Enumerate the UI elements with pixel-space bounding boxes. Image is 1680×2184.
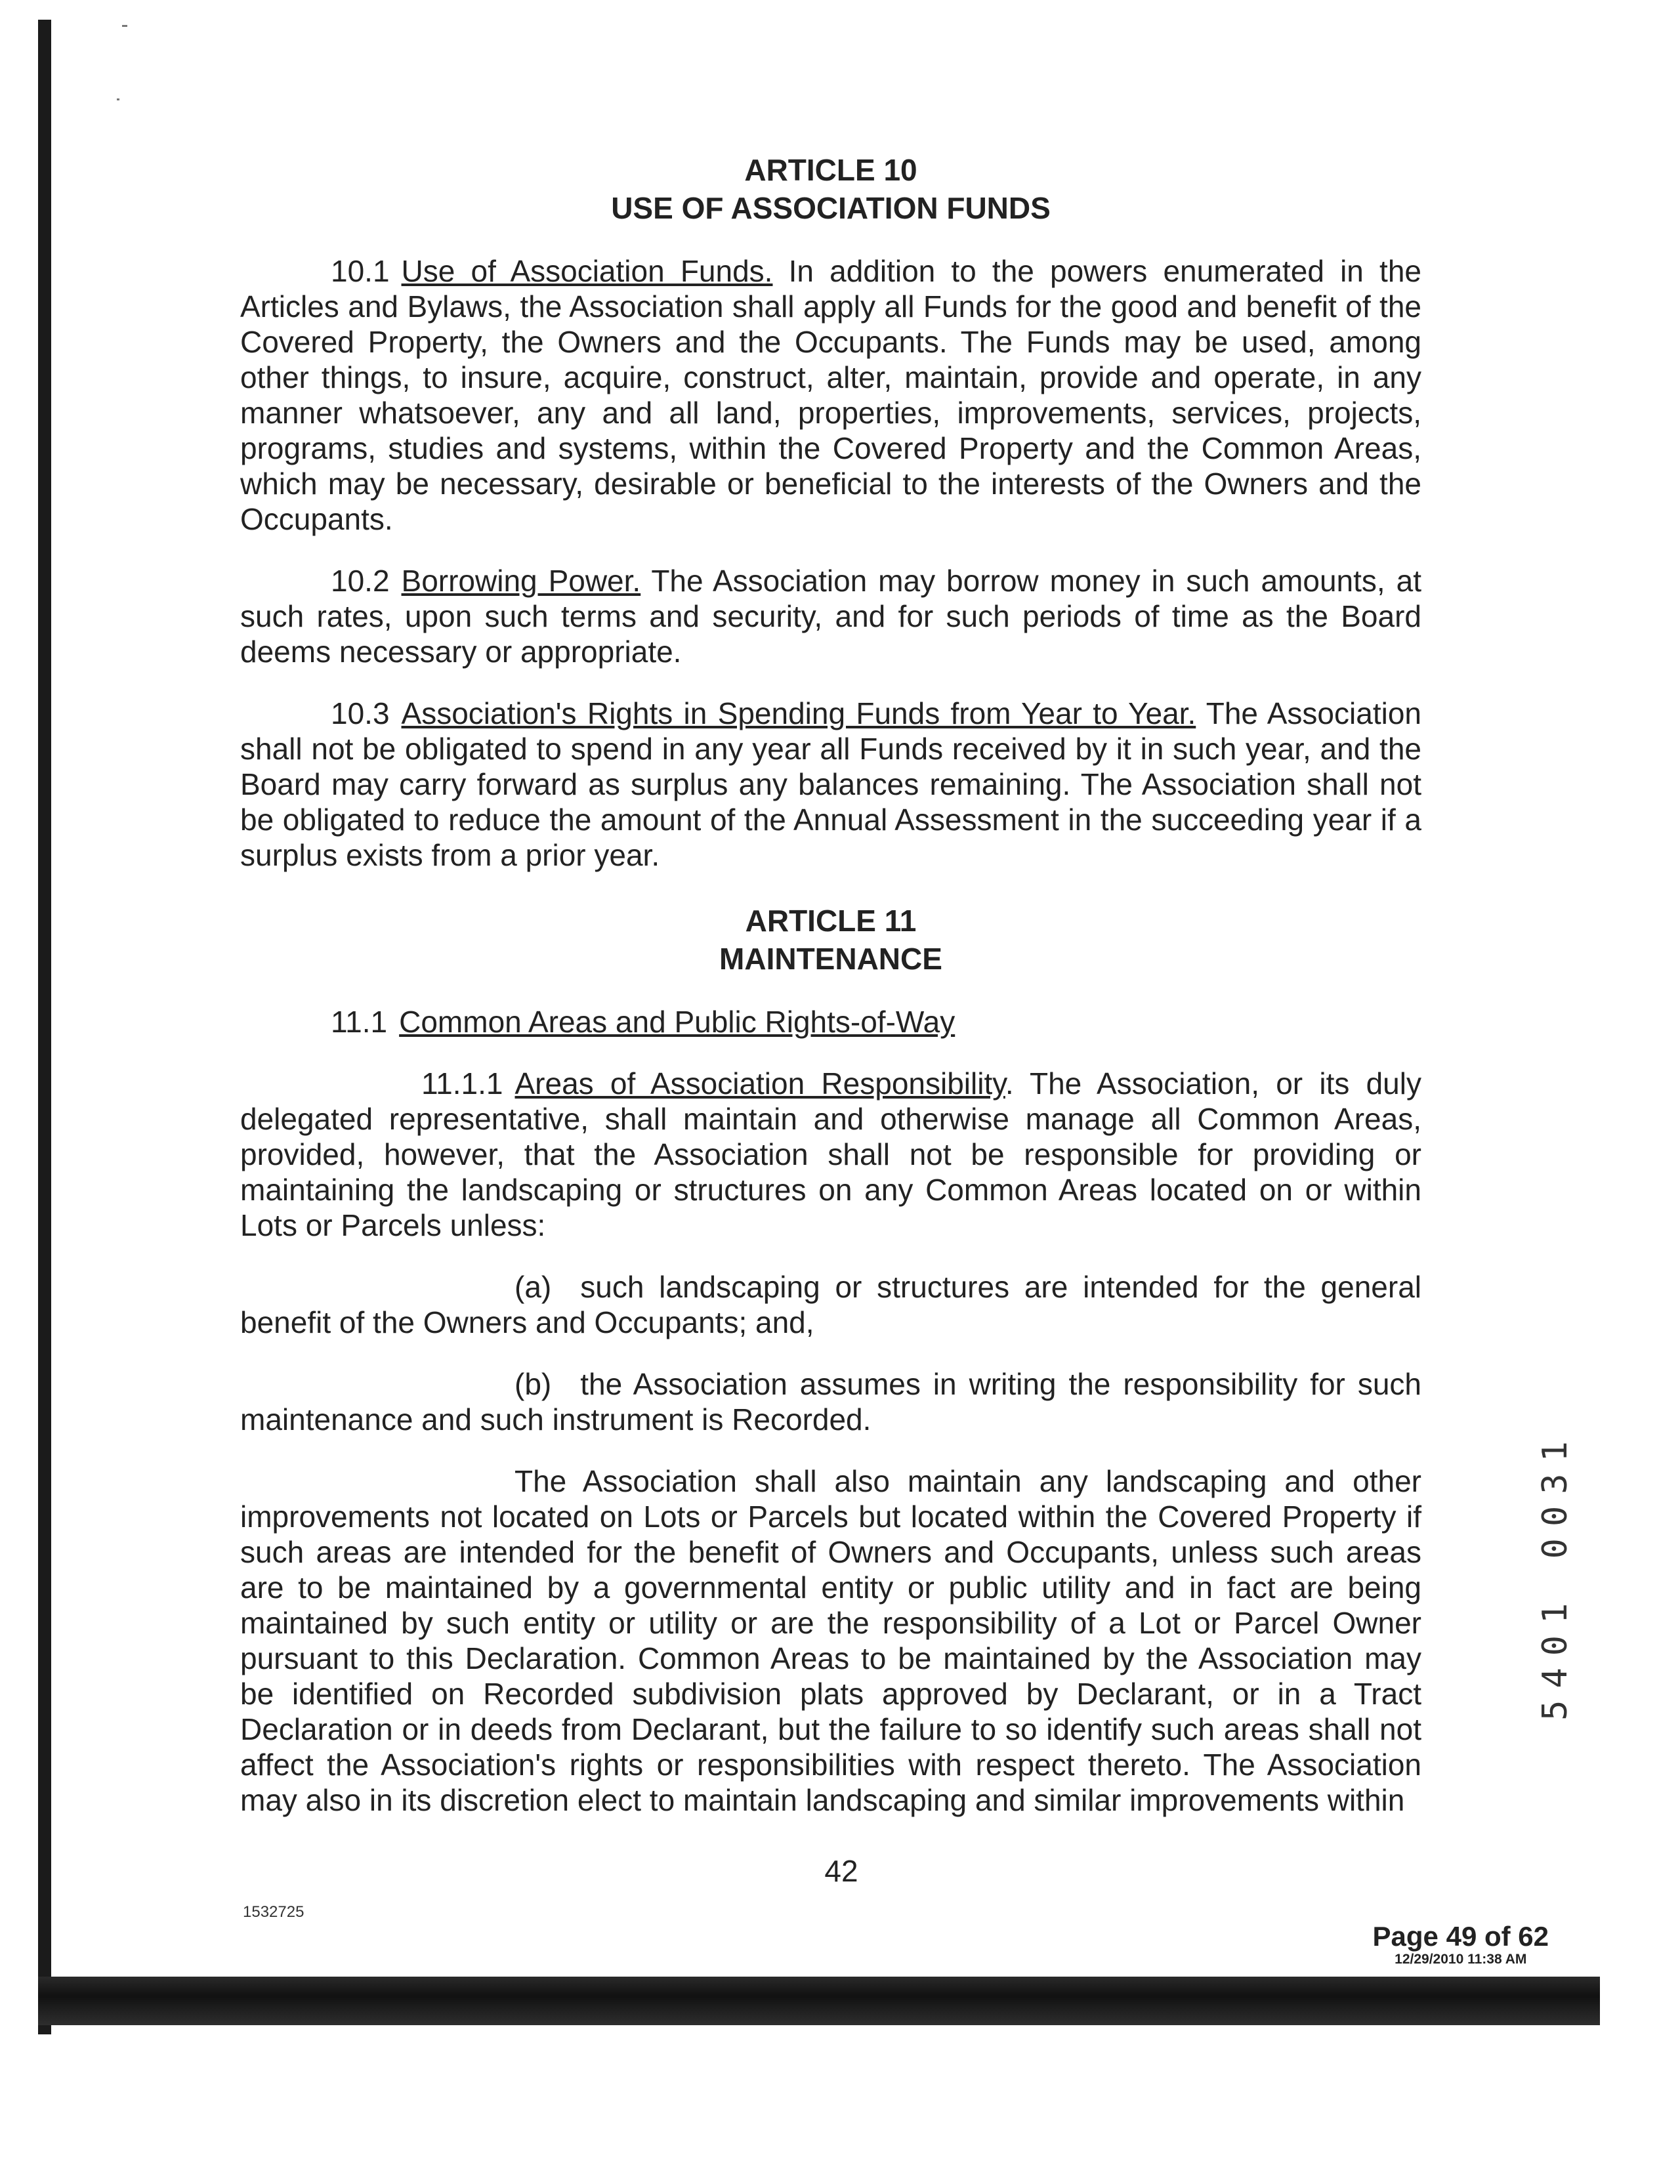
section-10-3 xyxy=(240,696,1421,873)
section-11-1 xyxy=(331,1004,1421,1040)
article-subtitle: MAINTENANCE xyxy=(719,942,942,976)
section-10-1 xyxy=(240,253,1421,537)
subsection-11-1-1 xyxy=(240,1066,1421,1243)
item-text: the Association assumes in writing the responsibility for such maintenance and such instrument is Recorded. xyxy=(240,1367,1421,1437)
recorder-timestamp: 12/29/2010 11:38 AM xyxy=(1395,1952,1527,1967)
list-item-a xyxy=(240,1269,1421,1340)
article-11-heading xyxy=(240,902,1421,978)
recorder-page-count: Page 49 of 62 xyxy=(1372,1921,1549,1952)
scan-edge-bottom xyxy=(38,1977,1600,2025)
section-text: In addition to the powers enumerated in the Articles and Bylaws, the Association shall apply all Funds for the good and benefit of the Covered Property, the Owners and the Occupants. The Funds may be used, among other things, to insure, acquire, construct, alter, maintain, provide and operate, in any manner whatsoever, any and all land, properties, improvements, services, projects, programs, studies and systems, within the Covered Property and the Common Areas, which may be necessary, desirable or beneficial to the interests of the Owners and the Occupants. xyxy=(240,254,1421,536)
article-10-heading xyxy=(240,151,1421,227)
continuation-paragraph: The Association shall also maintain any landscaping and other improvements not located on Lots or Parcels but located within the Covered Property if such areas are intended for the benefit of Owners and Occupants, unless such areas are to be maintained by a governmental entity or public utility and in fact are being maintained by such entity or utility or are the responsibility of a Lot or Parcel Owner pursuant to this Declaration. Common Areas to be maintained by the Association may be identified on Recorded subdivision plats approved by Declarant, or in a Tract Declaration or in deeds from Declarant, but the failure to so identify such areas shall not affect the Association's rights or responsibilities with respect thereto. The Association may also in its discretion elect to maintain landscaping and similar improvements within xyxy=(240,1464,1421,1817)
article-subtitle: USE OF ASSOCIATION FUNDS xyxy=(611,191,1051,225)
section-number: 10.2 xyxy=(331,564,390,598)
side-stamp xyxy=(1529,1411,1582,1739)
document-body xyxy=(240,151,1421,1841)
scan-speck xyxy=(122,25,127,27)
subsection-text: . The Association, or its duly delegated representative, shall maintain and otherwise manage all Common Areas, provided, however, that the Association shall not be responsible for providing or maintaining the landscaping or structures on any Common Areas located on or within Lots or Parcels unless: xyxy=(240,1066,1421,1242)
scan-speck xyxy=(117,98,119,100)
section-number: 10.3 xyxy=(331,696,390,730)
page-number: 42 xyxy=(824,1854,858,1888)
section-heading: Borrowing Power. xyxy=(401,564,641,598)
subsection-heading: Areas of Association Responsibility xyxy=(514,1066,1005,1101)
article-title: ARTICLE 11 xyxy=(745,904,917,938)
scan-edge-left xyxy=(38,20,51,2034)
document-id: 1532725 xyxy=(243,1903,304,1921)
section-heading: Use of Association Funds. xyxy=(401,254,773,288)
recorder-stamp xyxy=(1373,1922,1549,1967)
item-text: such landscaping or structures are intended for the general benefit of the Owners and Occupants; and, xyxy=(240,1270,1421,1339)
section-number: 10.1 xyxy=(331,254,390,288)
article-title: ARTICLE 10 xyxy=(744,153,917,187)
section-text: The Association may borrow money in such amounts, at such rates, upon such terms and security, and for such periods of time as the Board deems necessary or appropriate. xyxy=(240,564,1421,669)
section-10-2 xyxy=(240,563,1421,669)
side-stamp-text: 5401 0031 xyxy=(1536,1429,1575,1721)
section-heading: Common Areas and Public Rights-of-Way xyxy=(399,1005,956,1039)
item-label: (a) xyxy=(514,1270,552,1304)
item-label: (b) xyxy=(514,1367,552,1401)
section-text: The Association shall not be obligated to spend in any year all Funds received by it in such year, and the Board may carry forward as surplus any balances remaining. The Association shall not be obligated to reduce the amount of the Annual Assessment in the succeeding year if a surplus exists from a prior year. xyxy=(240,696,1421,872)
list-item-b xyxy=(240,1366,1421,1437)
subsection-number: 11.1.1 xyxy=(421,1066,503,1101)
section-number: 11.1 xyxy=(331,1005,388,1039)
section-heading: Association's Rights in Spending Funds from Year to Year. xyxy=(401,696,1196,730)
